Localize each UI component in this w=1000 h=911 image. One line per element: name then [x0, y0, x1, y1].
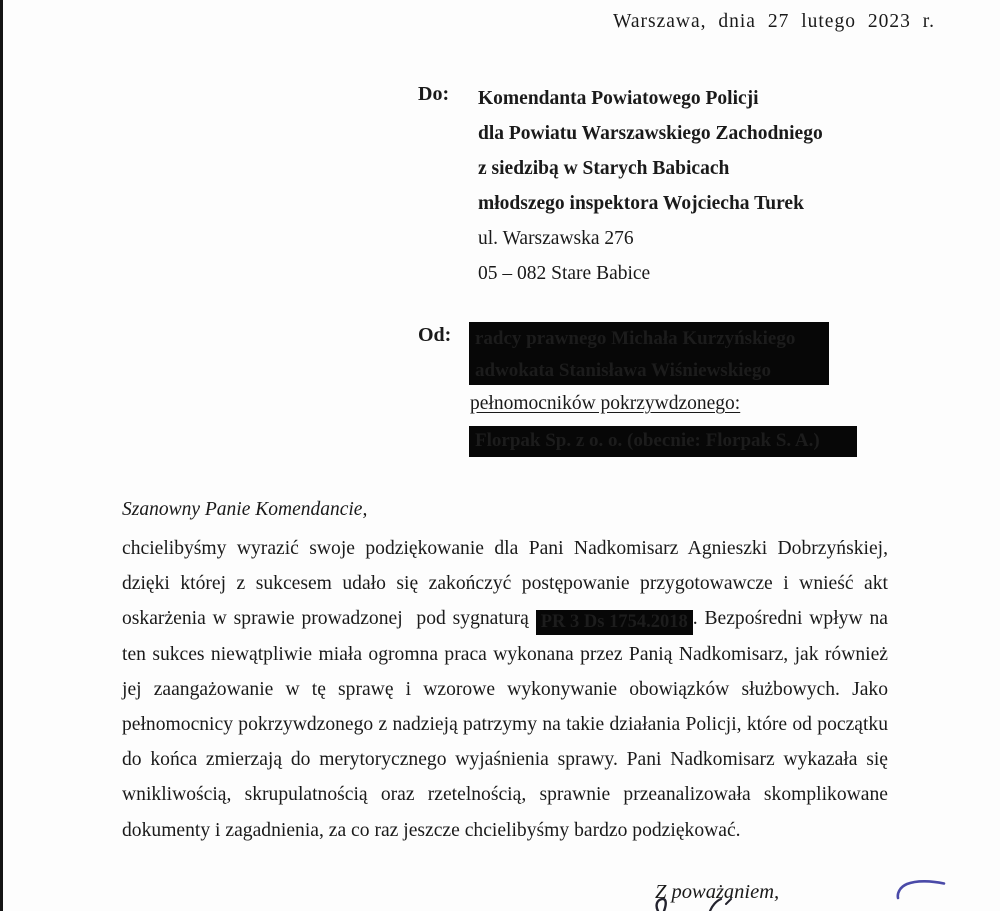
sender-role-line: pełnomocników pokrzywdzonego: [470, 393, 741, 414]
body-text-after-redaction: . Bezpośredni wpływ na ten sukces niewątpliwie miała ogromna praca wykonana przez Panią Nadkomisarz, jak również jej zaangażowanie w tę sprawę i wzorowe wykonywanie obowiązków służbowych. Jako pełnomocnicy pokrzywdzonego z nadzieją patrzymy na takie działania Policji, które od początku do końca zmierzają do merytorycznego wyjaśnienia sprawy. Pani Nadkomisarz wykazała się wnikliwością, skrupulatnością oraz rzetelnością, sprawnie przeanalizowała skomplikowane dokumenty i zagadnienia, za co raz jeszcze chcielibyśmy bardzo podziękować. [122, 608, 893, 841]
redacted-text-line: radcy prawnego Michała Kurzyńskiego [475, 328, 796, 349]
recipient-line: ul. Warszawska 276 [478, 228, 634, 249]
scan-edge-artifact [0, 0, 3, 911]
sender-label: Od: [418, 324, 452, 346]
salutation: Szanowny Panie Komendancie, [122, 499, 368, 520]
recipient-line: z siedzibą w Starych Babicach [478, 158, 730, 179]
recipient-line: Komendanta Powiatowego Policji [478, 88, 759, 109]
recipient-line: dla Powiatu Warszawskiego Zachodniego [478, 123, 823, 144]
redaction-bar-sender-names [469, 322, 829, 385]
redaction-bar-case-number: PR 3 Ds 1754.2018 [536, 610, 693, 635]
blue-pen-mark [890, 872, 952, 902]
recipient-line: młodszego inspektora Wojciecha Turek [478, 193, 804, 214]
recipient-label: Do: [418, 83, 450, 105]
redacted-text-line: adwokata Stanisława Wiśniewskiego [475, 360, 771, 381]
body-text-before-redaction: chcielibyśmy wyrazić swoje podziękowanie dla Pani Nadkomisarz Agnieszki Dobrzyńskiej, dzięki której z sukcesem udało się zakończyć postępowanie przygotowawcze i wnieść akt oskarżenia w sprawie prowadzonej pod sygnaturą [122, 538, 893, 630]
date-line: Warszawa, dnia 27 lutego 2023 r. [613, 11, 935, 32]
recipient-line: 05 – 082 Stare Babice [478, 263, 651, 284]
closing-phrase: Z poważaniem, [655, 881, 780, 903]
handwritten-signature-fragment [648, 898, 788, 911]
recipient-address-block [478, 81, 823, 291]
body-paragraph [122, 531, 893, 848]
redaction-bar-company: Florpak Sp. z o. o. (obecnie: Florpak S. A.) [469, 426, 857, 457]
